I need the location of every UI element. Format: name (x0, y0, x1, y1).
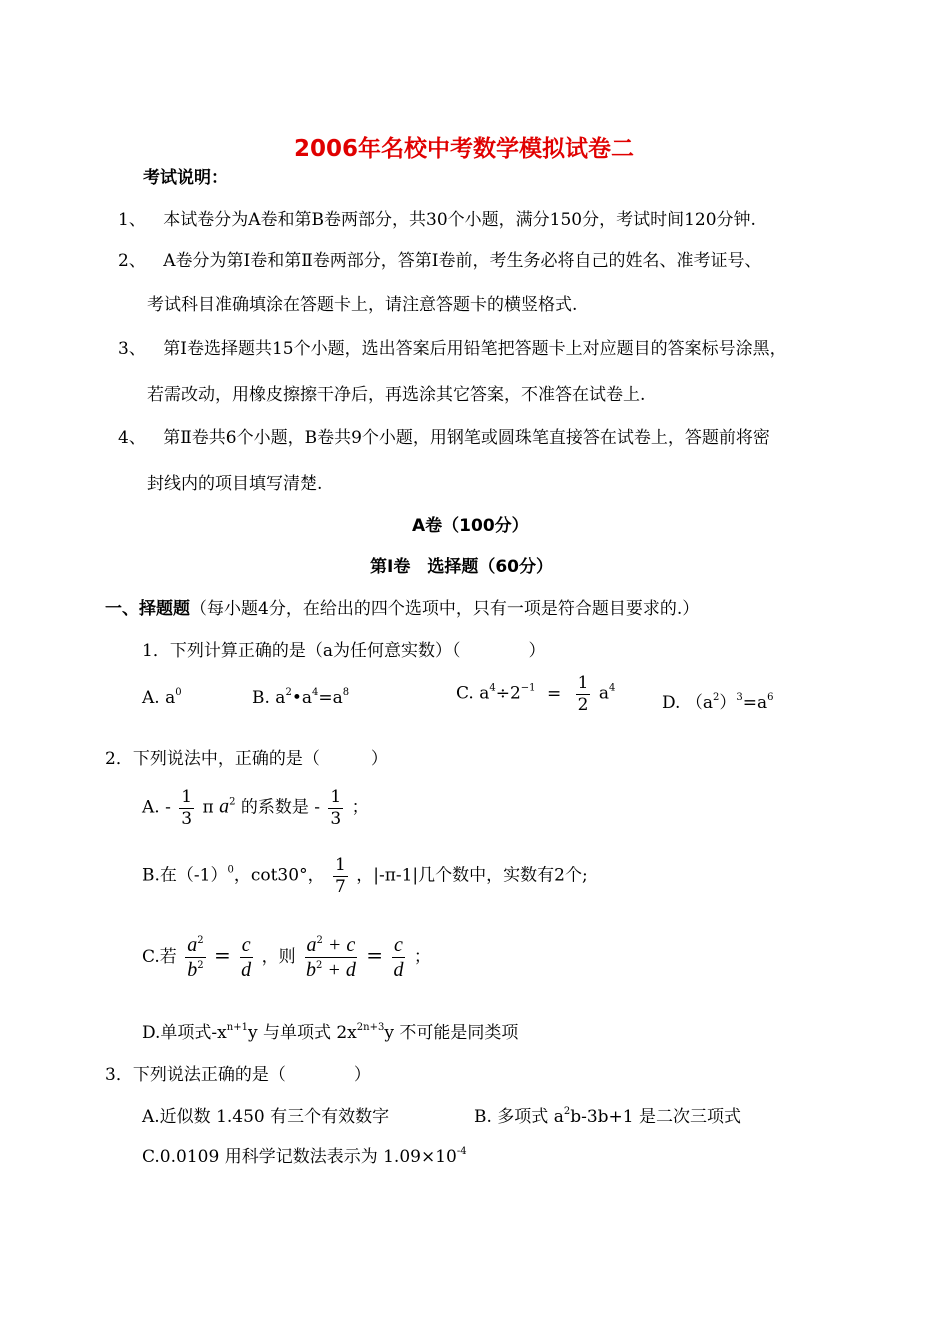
instruction-text: 第Ⅱ卷共6个小题，B卷共9个小题，用钢笔或圆珠笔直接答在试卷上，答题前将密 (163, 428, 770, 448)
q2-option-b: B.在$(-1)^0$，cot30°， $\frac{1}{7}$ ，|-π-1|几个数中，实数有2个; (142, 855, 588, 897)
q1-option-a: A. $a^0$ (142, 687, 182, 708)
fraction: $\frac{c}{d}$ (393, 934, 404, 981)
fraction: $\frac{1}{3}$ (181, 787, 193, 829)
q3-option-c: C.0.0109 用科学记数法表示为 $1.09\times 10^{-4}$ (142, 1146, 467, 1167)
section-a-heading: A卷（100分） (412, 516, 529, 536)
page-title: 2006年名校中考数学模拟试卷二 (294, 136, 635, 162)
part-1-instructions (105, 594, 699, 619)
q2-option-a: A. - $\frac{1}{3}$ π $a^2$ 的系数是 - $\frac{1}{3}$ ； (142, 787, 369, 829)
q3-option-a: A.近似数 1.450 有三个有效数字 (142, 1107, 390, 1127)
instruction-3-cont: 若需改动，用橡皮擦擦干净后，再选涂其它答案，不准答在试卷上. (147, 385, 646, 405)
instruction-number: 1、 (118, 210, 146, 230)
q2-option-c: C.若 $\frac{a^2}{b^2}$ = $\frac{c}{d}$ ，则 $\frac{a^2 + c}{b^2 + d}$ = $\frac{c}{d}$ ； (142, 934, 431, 981)
instruction-2-cont: 考试科目准确填涂在答题卡上，请注意答题卡的横竖格式. (147, 295, 578, 315)
question-1-stem: 1．下列计算正确的是（a为任何意实数）（ ） (142, 641, 546, 661)
part-1-heading: 第Ⅰ卷 选择题（60分） (370, 557, 553, 577)
fraction: $\frac{a^2 + c}{b^2 + d}$ (305, 934, 356, 981)
instruction-number: 4、 (118, 428, 146, 448)
instruction-3 (118, 334, 787, 359)
q1-option-c: C. $a^4\div 2^{-1}$ = $\frac{1}{2}$ $a^4$ (456, 673, 616, 715)
q1-option-d: D. $(a^2)^3=a^6$ (662, 692, 774, 713)
part-1-label: 一、择题题 (105, 599, 190, 619)
q3-option-b: B. 多项式 $a^2b-3b+1$ 是二次三项式 (474, 1106, 742, 1127)
fraction: $\frac{1}{2}$ (577, 673, 589, 715)
question-2-stem: 2．下列说法中，正确的是（ ） (105, 749, 388, 769)
fraction: $\frac{a^2}{b^2}$ (187, 934, 204, 981)
instruction-2 (118, 246, 762, 271)
instruction-text: 本试卷分为A卷和第B卷两部分，共30个小题，满分150分，考试时间120分钟. (163, 210, 756, 230)
instruction-4-cont: 封线内的项目填写清楚. (147, 474, 323, 494)
instruction-1 (118, 205, 756, 230)
instruction-text: A卷分为第Ⅰ卷和第Ⅱ卷两部分，答第Ⅰ卷前，考生务必将自己的姓名、准考证号、 (163, 251, 762, 271)
instruction-4 (118, 423, 770, 448)
instruction-number: 2、 (118, 251, 146, 271)
question-3-stem: 3．下列说法正确的是（ ） (105, 1065, 371, 1085)
instructions-heading: 考试说明： (143, 168, 228, 188)
q1-option-b: B. $a^2•a^4=a^8$ (252, 687, 350, 708)
part-1-note: （每小题4分，在给出的四个选项中，只有一项是符合题目要求的.） (190, 599, 700, 619)
fraction: $\frac{1}{3}$ (330, 787, 342, 829)
instruction-number: 3、 (118, 339, 146, 359)
instruction-text: 第Ⅰ卷选择题共15个小题，选出答案后用铅笔把答题卡上对应题目的答案标号涂黑， (163, 339, 787, 359)
fraction: $\frac{1}{7}$ (334, 855, 346, 897)
q2-option-d: D.单项式$-x^{n+1}y$ 与单项式 $2x^{2n+3}y$ 不可能是同类项 (142, 1022, 519, 1043)
fraction: $\frac{c}{d}$ (241, 934, 252, 981)
